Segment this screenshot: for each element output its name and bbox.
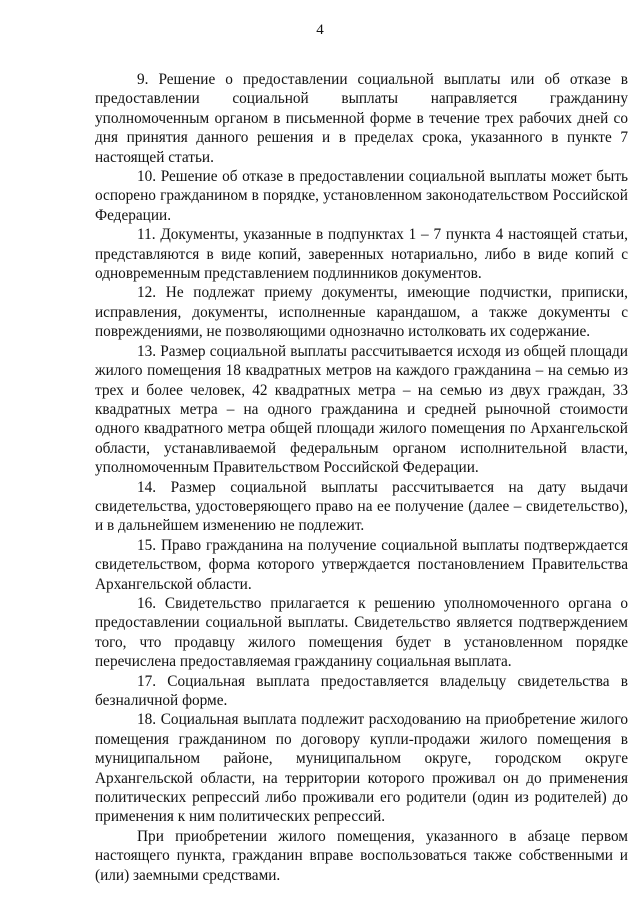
paragraph-17: 17. Социальная выплата предоставляется владельцу свидетельства в безналичной форме. [95,672,628,709]
paragraph-10: 10. Решение об отказе в предоставлении социальной выплаты может быть оспорено гражданином в порядке, установленном законодательством Российской Федерации. [95,168,628,224]
paragraph-12: 12. Не подлежат приему документы, имеющие подчистки, приписки, исправления, документы, исполненные карандашом, а также документы с повреждениями, не позволяющими однозначно истолковать их содержание. [95,284,628,341]
paragraph-16: 16. Свидетельство прилагается к решению уполномоченного органа о предоставлении социальной выплаты. Свидетельство является подтверждением того, что продавцу жилого помещения будет в установленном порядке перечислена предоставляемая гражданину социальная выплата. [95,594,628,671]
paragraph-18: 18. Социальная выплата подлежит расходованию на приобретение жилого помещения гражданином по договору купли-продажи жилого помещения в муниципальном районе, муниципальном округе, городском округе Архангельской области, на территории которого проживал он до применения политических репрессий либо проживали его родители (один из родителей) до применения к ним политических репрессий. [95,711,628,826]
page-number: 4 [316,22,324,38]
paragraph-15: 15. Право гражданина на получение социальной выплаты подтверждается свидетельством, форма которого утверждается постановлением Правительства Архангельской области. [95,536,628,593]
paragraph-9: 9. Решение о предоставлении социальной выплаты или об отказе в предоставлении социальной выплаты направляется гражданину уполномоченным органом в письменной форме в течение трех рабочих дней со дня принятия данного решения и в пределах срока, указанного в пункте 7 настоящей статьи. [95,71,628,166]
paragraph-14: 14. Размер социальной выплаты рассчитывается на дату выдачи свидетельства, удостоверяющего право на ее получение (далее – свидетельство), и в дальнейшем изменению не подлежит. [95,478,628,535]
paragraph-13: 13. Размер социальной выплаты рассчитывается исходя из общей площади жилого помещения 18 квадратных метров на каждого гражданина – на семью из трех и более человек, 42 квадратных метра – на семью из двух граждан, 33 квадратных метра – на одного гражданина и средней рыночной стоимости одного квадратного метра общей площади жилого помещения по Архангельской области, устанавливаемой федеральным органом исполнительной власти, уполномоченным Правительством Российской Федерации. [95,342,628,477]
document-body [95,70,628,885]
paragraph-11: 11. Документы, указанные в подпунктах 1 – 7 пункта 4 настоящей статьи, представляются в виде копий, заверенных нотариально, либо в виде копий с одновременным представлением подлинников документов. [95,226,628,283]
paragraph-18-second-clause: При приобретении жилого помещения, указанного в абзаце первом настоящего пункта, гражданин вправе воспользоваться также собственными и (или) заемными средствами. [95,827,628,884]
